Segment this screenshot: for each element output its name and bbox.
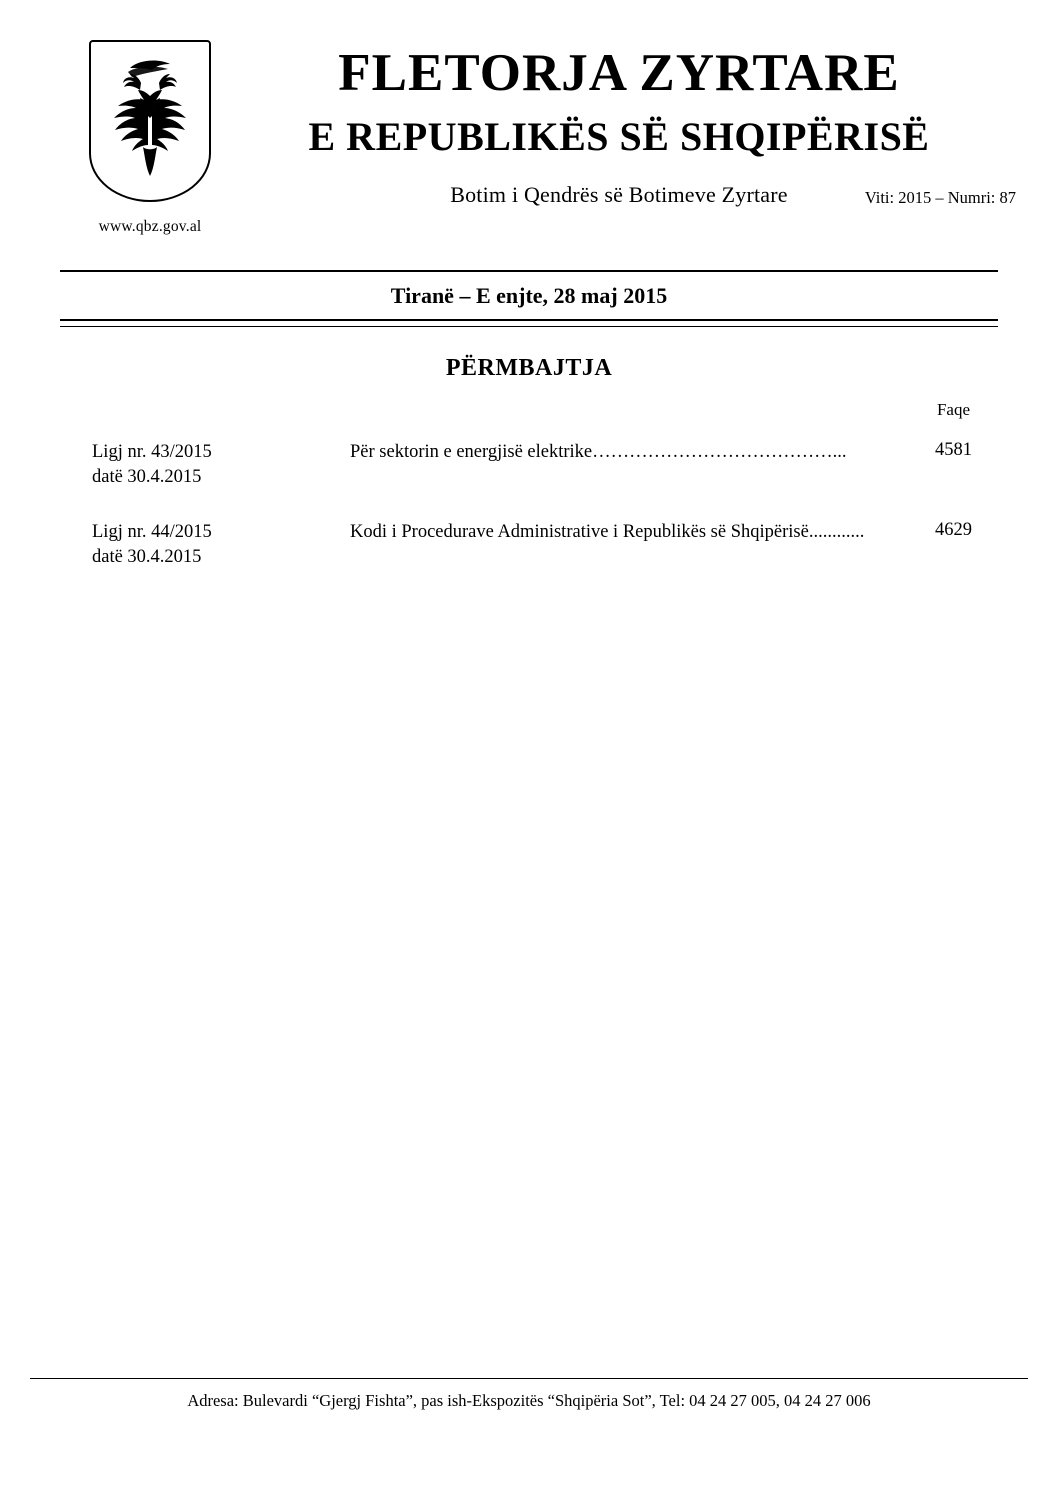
- entry-reference-line2: datë 30.4.2015: [92, 466, 202, 487]
- entry-reference: [60, 520, 350, 570]
- page-subtitle: E REPUBLIKËS SË SHQIPËRISË: [308, 113, 930, 159]
- contents-heading: PËRMBAJTJA: [445, 355, 613, 381]
- table-row: [60, 520, 998, 570]
- table-row: [60, 440, 998, 490]
- entry-reference: [60, 440, 350, 490]
- footer-address: Adresa: Bulevardi “Gjergj Fishta”, pas ish-Ekspozitës “Shqipëria Sot”, Tel: 04 24 27 005, 04 24 27 006: [187, 1391, 871, 1410]
- page-column-label: Faqe: [936, 400, 970, 419]
- table-of-contents: [60, 440, 998, 570]
- divider-footer: [30, 1378, 1028, 1379]
- website-url: www.qbz.gov.al: [98, 218, 202, 235]
- entry-reference-line2: datë 30.4.2015: [92, 546, 202, 567]
- entry-description: Kodi i Procedurave Administrative i Republikës së Shqipërisë............: [350, 521, 865, 542]
- title-block: [240, 40, 1016, 208]
- contents-section: [30, 355, 1028, 570]
- entry-page-number: 4629: [935, 519, 972, 540]
- issue-date: Tiranë – E enjte, 28 maj 2015: [390, 283, 668, 308]
- entry-reference-line1: Ligj nr. 43/2015: [92, 442, 212, 462]
- page-title: FLETORJA ZYRTARE: [338, 44, 900, 102]
- entry-reference-line1: Ligj nr. 44/2015: [92, 521, 212, 542]
- issue-info: Viti: 2015 – Numri: 87: [864, 187, 1016, 207]
- publisher-line: Botim i Qendrës së Botimeve Zyrtare: [450, 181, 788, 207]
- publisher-row: [240, 181, 1016, 208]
- entry-description: Për sektorin e energjisë elektrike…………………………………...: [350, 442, 847, 462]
- crest-block: [60, 40, 240, 236]
- entry-page-number: 4581: [935, 440, 972, 460]
- albanian-double-headed-eagle-crest-icon: [89, 40, 211, 202]
- masthead: [30, 0, 1028, 236]
- divider-double: [60, 319, 998, 327]
